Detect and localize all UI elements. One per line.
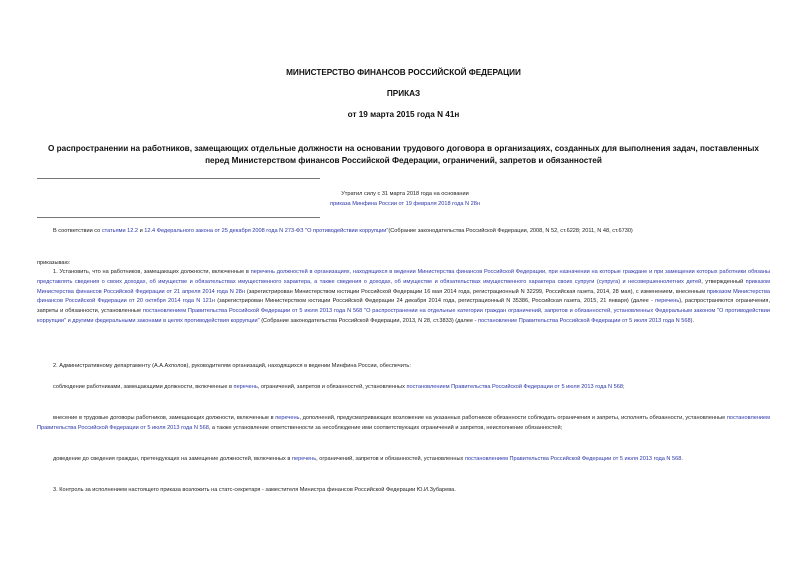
item-2a-text-2: , ограничений, запретов и обязанностей, установленных bbox=[257, 384, 407, 390]
item-2b-text-2: , дополнений, предусматривающих возложение на указанных работников обязанности соблюдать ограничения и запреты, исполнять обязанности, установленные bbox=[299, 415, 727, 421]
preamble-text-2: и bbox=[138, 228, 145, 234]
item-2b-link-list[interactable]: перечень bbox=[275, 415, 300, 421]
item-1-text-7: ). bbox=[690, 317, 695, 324]
preamble-text-1: В соответствии со bbox=[53, 228, 102, 234]
item-1-link-list-short[interactable]: перечень bbox=[655, 298, 680, 305]
item-1-link-order-28n[interactable]: приказом Министерства финансов Российской Федерации от 21 апреля 2014 года N 28н bbox=[37, 278, 771, 295]
item-2-intro: 2. Административному департаменту (А.А.Ахполов), руководителям организаций, находящихся в ведении Минфина России, обеспечить: bbox=[53, 363, 411, 369]
document-date-number: от 19 марта 2015 года N 41н bbox=[347, 110, 460, 119]
item-2c-text-3: . bbox=[681, 456, 683, 462]
item-2b-text-1: внесение в трудовые договоры работников, замещающих должности, включенные в bbox=[53, 415, 276, 421]
status-note-link[interactable]: приказа Минфина России от 19 февраля 2018 года N 28н bbox=[330, 201, 480, 207]
item-1-link-list[interactable]: перечень должностей в организациях, находящихся в ведении Министерства финансов Российской Федерации, при назначении на которые граждане и при замещении которых работники обязаны представлять сведения о своих доходах, об имуществе и обязательствах имущественного характера, а также сведения о доходах, об имуществе и обязательствах имущественного характера своих супруги (супруга) и несовершеннолетних детей bbox=[37, 269, 770, 285]
item-2c-link-resolution-568[interactable]: постановлением Правительства Российской Федерации от 5 июля 2013 года N 568 bbox=[464, 456, 682, 462]
status-note-text: Утратил силу с 31 марта 2018 года на основании bbox=[341, 191, 469, 197]
item-2b-paragraph bbox=[37, 414, 770, 434]
document-title: О распространении на работников, замещающих отдельные должности на основании трудового договора в организациях, созданных для выполнения задач, поставленных перед Министерством финансов Российской Федерации, ограничений, запретов и обязанностей bbox=[48, 144, 759, 165]
preamble-link-article-12-2[interactable]: статьями 12.2 bbox=[101, 228, 139, 234]
preamble-link-law-273[interactable]: 12.4 Федерального закона от 25 декабря 2008 года N 273-ФЗ "О противодействии коррупции" bbox=[144, 228, 389, 234]
item-1-link-resolution-568[interactable]: постановление Правительства Российской Федерации от 5 июля 2013 года N 568 bbox=[477, 317, 691, 324]
item-2a-text-3: ; bbox=[622, 384, 625, 390]
item-1-link-order-121n[interactable]: приказом Министерства финансов Российской Федерации от 20 октября 2014 года N 121н bbox=[37, 288, 770, 305]
item-1-text-3: (зарегистрирован Министерством юстиции Российской Федерации 16 мая 2014 года, регистрационный N 32299, Российская газета, 2014, 28 мая), с изменением, внесенным bbox=[244, 288, 707, 295]
item-2a-link-list[interactable]: перечень bbox=[233, 384, 258, 390]
divider-top bbox=[37, 178, 320, 179]
item-1-paragraph bbox=[37, 268, 770, 327]
item-1-text-6: (Собрание законодательства Российской Федерации, 2013, N 28, ст.3833) (далее - bbox=[259, 317, 478, 324]
item-2a-link-resolution-568[interactable]: постановлением Правительства Российской Федерации от 5 июля 2013 года N 568 bbox=[406, 384, 623, 390]
item-2b-text-3: , а также установление ответственности за несоблюдение ими соответствующих ограничений и запретов, неисполнение обязанностей; bbox=[208, 424, 563, 431]
item-1-text-1: 1. Установить, что на работников, замещающих должности, включенные в bbox=[53, 269, 251, 275]
preamble-paragraph bbox=[37, 227, 770, 237]
item-2a-paragraph bbox=[37, 383, 770, 393]
divider-bottom bbox=[37, 217, 320, 218]
item-2c-link-list[interactable]: перечень bbox=[291, 456, 317, 462]
ministry-heading: МИНИСТЕРСТВО ФИНАНСОВ РОССИЙСКОЙ ФЕДЕРАЦИИ bbox=[286, 68, 521, 77]
item-2a-text-1: соблюдение работниками, замещающими должности, включенные в bbox=[53, 384, 234, 390]
item-1-text-5: ), распространяются ограничения, запреты и обязанности, установленные bbox=[37, 298, 770, 315]
item-2c-paragraph bbox=[37, 455, 770, 465]
item-2b-link-resolution-568[interactable]: постановлением Правительства Российской Федерации от 5 июля 2013 года N 568 bbox=[37, 415, 771, 431]
item-2c-text-1: доведение до сведения граждан, претендующих на замещение должностей, включенных в bbox=[53, 456, 292, 462]
item-1-text-2: , утвержденный bbox=[701, 278, 746, 285]
item-3-paragraph: 3. Контроль за исполнением настоящего приказа возложить на статс-секретаря - заместителя Министра финансов Российской Федерации Ю.И.Зубарева. bbox=[53, 487, 456, 493]
orders-word: приказываю: bbox=[37, 260, 71, 266]
preamble-text-3: (Собрание законодательства Российской Федерации, 2008, N 52, ст.6228; 2011, N 48, ст.6730) bbox=[388, 228, 633, 234]
document-type: ПРИКАЗ bbox=[386, 89, 421, 98]
item-1-link-resolution-568-full[interactable]: постановлением Правительства Российской Федерации от 5 июля 2013 года N 568 "О распространении на отдельные категории граждан ограничений, запретов и обязанностей, установленных Федеральным законом "О противодействии коррупции" и другими федеральными законами в целях противодействия коррупции" bbox=[37, 308, 770, 324]
item-1-text-4: (зарегистрирован Министерством юстиции Российской Федерации 24 декабря 2014 года, регистрационный N 35386, Российская газета, 2015, 21 января) (далее - bbox=[214, 298, 656, 305]
item-2c-text-2: , ограничений, запретов и обязанностей, установленных bbox=[316, 456, 465, 462]
status-note bbox=[200, 189, 610, 209]
